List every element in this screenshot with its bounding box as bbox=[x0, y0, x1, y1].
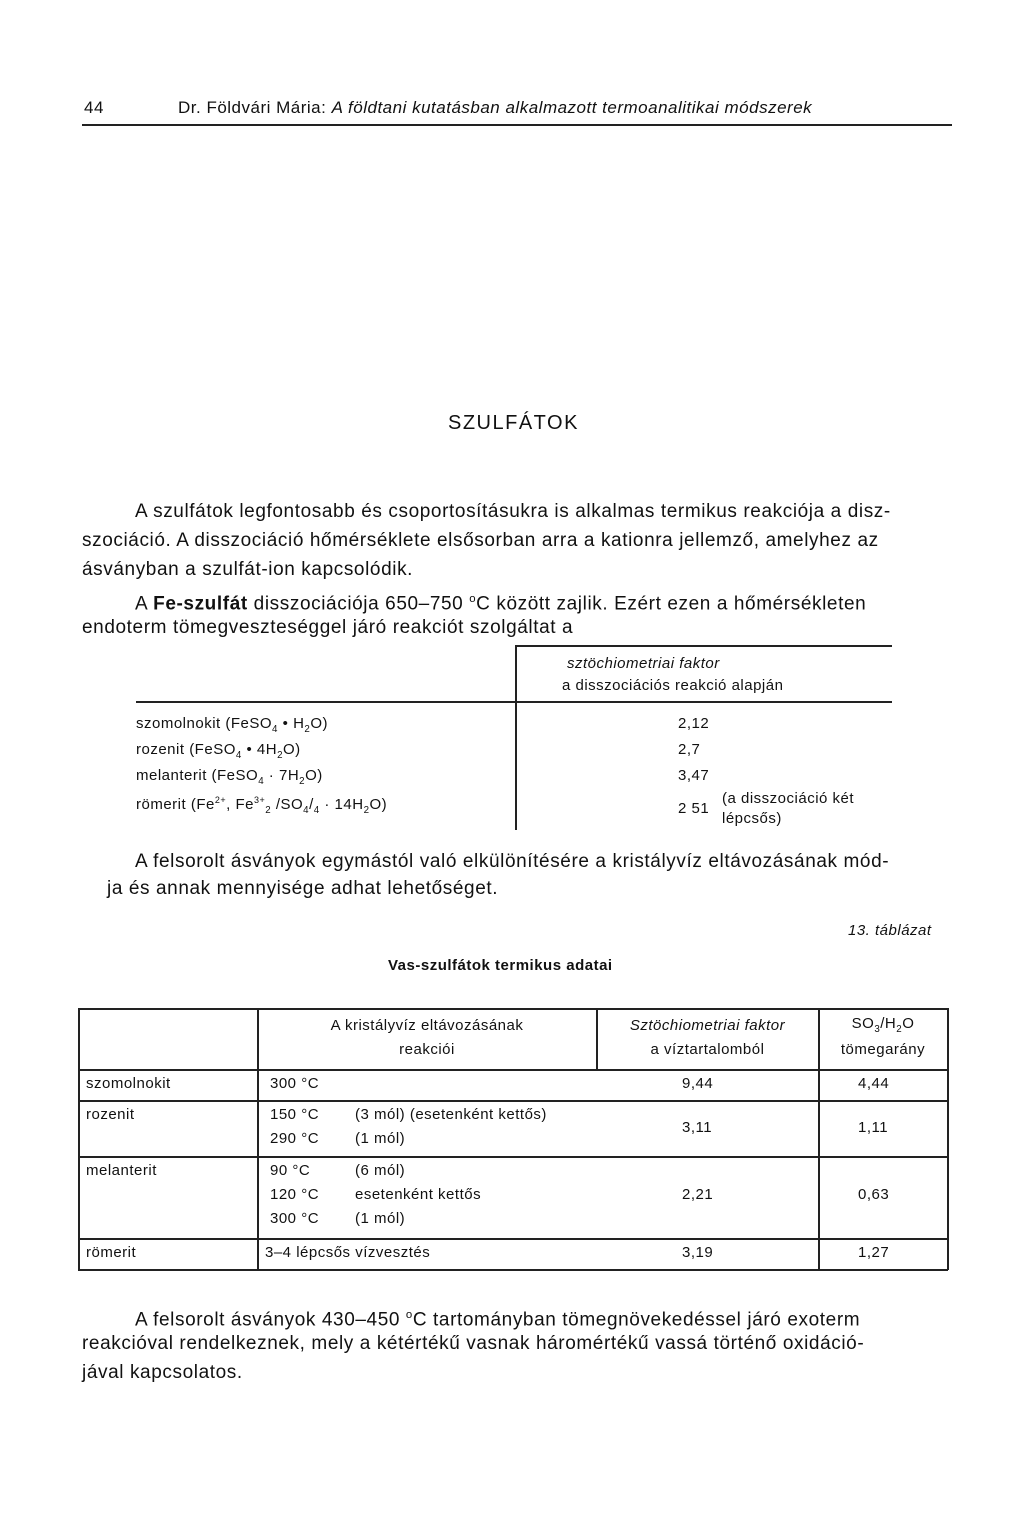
para2-line-1: A felsorolt ásványok egymástól való elkülönítésére a kristályvíz eltávozásának mód- bbox=[135, 851, 890, 872]
page-number: 44 bbox=[84, 98, 104, 117]
stoich-row-romerit: römerit ($Fe^{2+}$, $Fe^{3+}_2$ $/SO_4/_4 \cdot 14H_2O$) bbox=[136, 795, 388, 816]
t13-ratio-szomolnokit: 4,44 bbox=[858, 1075, 890, 1092]
t13-factor-romerit: 3,19 bbox=[682, 1244, 714, 1261]
intro-line-4: A Fe-szulfát disszociációja 650–750 $^o$C között zajlik. Ezért ezen a hőmérsékleten bbox=[135, 593, 867, 615]
t13-col3-header-2: a víztartalomból bbox=[650, 1041, 765, 1058]
t13-desc3-melanterit: (1 mól) bbox=[355, 1210, 406, 1227]
intro-line-2: szociáció. A disszociáció hőmérséklete elsősorban arra a kationra jellemző, amelyhez az bbox=[82, 530, 879, 551]
t13-desc1-melanterit: (6 mól) bbox=[355, 1162, 406, 1179]
section-title: SZULFÁTOK bbox=[448, 412, 579, 434]
t13-temp3-melanterit: 300 °C bbox=[270, 1210, 320, 1227]
stoich-note-1: (a disszociáció két bbox=[722, 790, 855, 807]
t13-desc2-rozenit: (1 mól) bbox=[355, 1130, 406, 1147]
stoich-header-1: sztöchiometriai faktor bbox=[567, 655, 720, 672]
t13-temp2-rozenit: 290 °C bbox=[270, 1130, 320, 1147]
stoich-row-melanterit: melanterit (FeSO$_4$ · $7H_2O$) bbox=[136, 767, 323, 787]
header-rule bbox=[82, 124, 952, 126]
t13-right-border bbox=[947, 1008, 949, 1270]
t13-ratio-romerit: 1,27 bbox=[858, 1244, 890, 1261]
closing-line-2: reakcióval rendelkeznek, mely a kétértékű vasnak háromértékű vassá történő oxidáció- bbox=[82, 1333, 865, 1354]
t13-ratio-rozenit: 1,11 bbox=[858, 1119, 889, 1136]
intro-line-3: ásványban a szulfát-ion kapcsolódik. bbox=[82, 559, 414, 580]
t13-col3-header-1: Sztöchiometriai faktor bbox=[629, 1017, 786, 1034]
stoich-row-szomolnokit: szomolnokit (FeSO$_4$ • $H_2O$) bbox=[136, 715, 329, 735]
t13-desc2-melanterit: esetenként kettős bbox=[355, 1186, 482, 1203]
table-caption: Vas-szulfátok termikus adatai bbox=[388, 957, 613, 974]
t13-factor-szomolnokit: 9,44 bbox=[682, 1075, 714, 1092]
header-author: Dr. Földvári Mária: bbox=[178, 98, 327, 117]
t13-temp-szomolnokit: 300 °C bbox=[270, 1075, 320, 1092]
stoich-header-rule bbox=[136, 701, 892, 703]
t13-name-romerit: römerit bbox=[86, 1244, 137, 1261]
running-header bbox=[178, 98, 812, 118]
t13-temp2-melanterit: 120 °C bbox=[270, 1186, 320, 1203]
t13-factor-rozenit: 3,11 bbox=[682, 1119, 713, 1136]
header-title: A földtani kutatásban alkalmazott termoanalitikai módszerek bbox=[331, 98, 813, 117]
t13-name-melanterit: melanterit bbox=[86, 1162, 157, 1179]
para2-line-2: ja és annak mennyisége adhat lehetőséget. bbox=[107, 878, 499, 899]
t13-temp1-rozenit: 150 °C bbox=[270, 1106, 320, 1123]
stoich-row-rozenit: rozenit (FeSO$_4$ • $4H_2O$) bbox=[136, 741, 301, 761]
stoich-value-melanterit: 3,47 bbox=[678, 767, 710, 784]
t13-name-szomolnokit: szomolnokit bbox=[86, 1075, 171, 1092]
stoich-top-rule bbox=[515, 645, 892, 647]
intro-line-1: A szulfátok legfontosabb és csoportosításukra is alkalmas termikus reakciója a disz- bbox=[135, 501, 891, 522]
closing-line-3: jával kapcsolatos. bbox=[82, 1362, 243, 1383]
fe-sulfate-term: Fe-szulfát bbox=[153, 593, 248, 615]
t13-temp1-melanterit: 90 °C bbox=[270, 1162, 311, 1179]
t13-col2-header-1: A kristályvíz eltávozásának bbox=[330, 1017, 524, 1034]
t13-col4-header-2: tömegarány bbox=[840, 1041, 926, 1058]
t13-col4-header-1: $SO_3/H_2O$ bbox=[851, 1015, 915, 1035]
t13-ratio-melanterit: 0,63 bbox=[858, 1186, 890, 1203]
stoich-value-rozenit: 2,7 bbox=[678, 741, 701, 758]
stoich-note-2: lépcsős) bbox=[722, 810, 782, 827]
stoich-divider bbox=[515, 645, 517, 830]
stoich-header-2: a disszociációs reakció alapján bbox=[562, 677, 784, 694]
t13-desc1-rozenit: (3 mól) (esetenként kettős) bbox=[355, 1106, 547, 1123]
closing-line-1: A felsorolt ásványok 430–450 $^o$C tartományban tömegnövekedéssel járó exoterm bbox=[135, 1309, 861, 1331]
stoich-value-szomolnokit: 2,12 bbox=[678, 715, 710, 732]
t13-left-border bbox=[78, 1008, 80, 1270]
t13-factor-melanterit: 2,21 bbox=[682, 1186, 714, 1203]
t13-col2-header-2: reakciói bbox=[399, 1041, 455, 1058]
stoich-value-romerit: 2 51 bbox=[678, 800, 710, 817]
intro-line-5: endoterm tömegveszteséggel járó reakciót szolgáltat a bbox=[82, 617, 574, 638]
t13-desc-romerit: 3–4 lépcsős vízvesztés bbox=[265, 1244, 431, 1261]
t13-name-rozenit: rozenit bbox=[86, 1106, 135, 1123]
table-number-label: 13. táblázat bbox=[848, 922, 932, 939]
